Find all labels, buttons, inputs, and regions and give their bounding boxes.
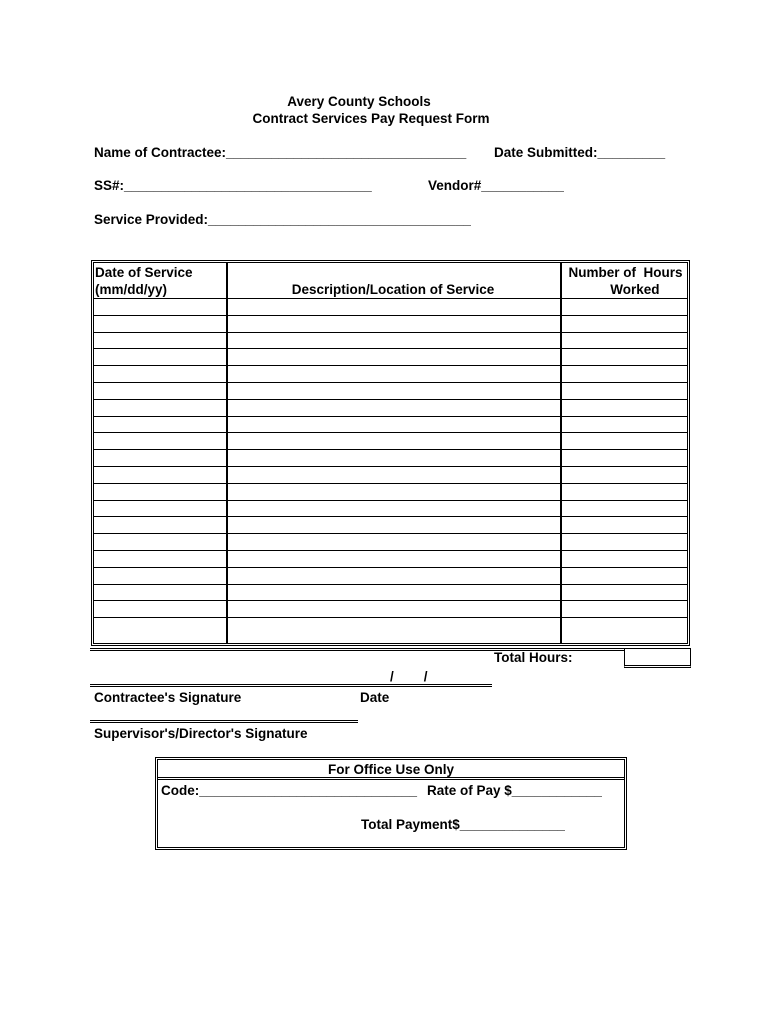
service-log-table <box>91 260 690 646</box>
table-row-line <box>94 365 687 366</box>
table-row-line <box>94 500 687 501</box>
total-hours-label: Total Hours: <box>494 650 573 665</box>
office-use-title: For Office Use Only <box>327 762 455 777</box>
supervisor-signature-label: Supervisor's/Director's Signature <box>94 726 308 741</box>
table-row-line <box>94 550 687 551</box>
table-row-line <box>94 382 687 383</box>
table-row-line <box>94 466 687 467</box>
supervisor-signature-line[interactable] <box>90 720 358 723</box>
table-row-line <box>94 617 687 618</box>
contractee-signature-line[interactable] <box>90 684 492 687</box>
ss-number-field[interactable]: SS#:_________________________________ <box>94 178 372 193</box>
table-row-line <box>94 449 687 450</box>
total-hours-input[interactable] <box>624 648 691 668</box>
org-name: Avery County Schools <box>287 94 431 109</box>
date-submitted-field[interactable]: Date Submitted:_________ <box>494 145 666 160</box>
date-slashes: / / <box>390 669 428 684</box>
contractee-name-field[interactable]: Name of Contractee:________________________________ <box>94 145 467 160</box>
vendor-number-field[interactable]: Vendor#___________ <box>428 178 564 193</box>
table-row-line <box>94 584 687 585</box>
table-row-line <box>94 332 687 333</box>
form-title: Contract Services Pay Request Form <box>252 111 490 126</box>
table-row-line <box>94 315 687 316</box>
table-row-line <box>94 600 687 601</box>
table-row-line <box>94 483 687 484</box>
contractee-signature-label: Contractee's Signature <box>94 690 242 705</box>
table-row-line <box>94 348 687 349</box>
table-row-line <box>94 516 687 517</box>
office-use-box <box>155 757 627 850</box>
table-column-divider <box>560 263 562 643</box>
table-row-line <box>94 567 687 568</box>
service-provided-field[interactable]: Service Provided:___________________________________ <box>94 212 471 227</box>
table-column-divider <box>226 263 228 643</box>
office-code-field[interactable]: Code:_____________________________ <box>161 783 417 798</box>
table-row-line <box>94 399 687 400</box>
table-row-line <box>94 416 687 417</box>
table-row-line <box>94 298 687 299</box>
total-payment-field[interactable]: Total Payment$______________ <box>361 817 565 832</box>
table-row-line <box>94 432 687 433</box>
table-row-line <box>94 533 687 534</box>
signature-date-label: Date <box>360 690 390 705</box>
column-header-date: Date of Service (mm/dd/yy) <box>95 265 193 297</box>
column-header-hours: Number of Hours Worked <box>568 265 683 297</box>
rate-of-pay-field[interactable]: Rate of Pay $____________ <box>427 783 602 798</box>
column-header-description: Description/Location of Service <box>291 282 495 297</box>
